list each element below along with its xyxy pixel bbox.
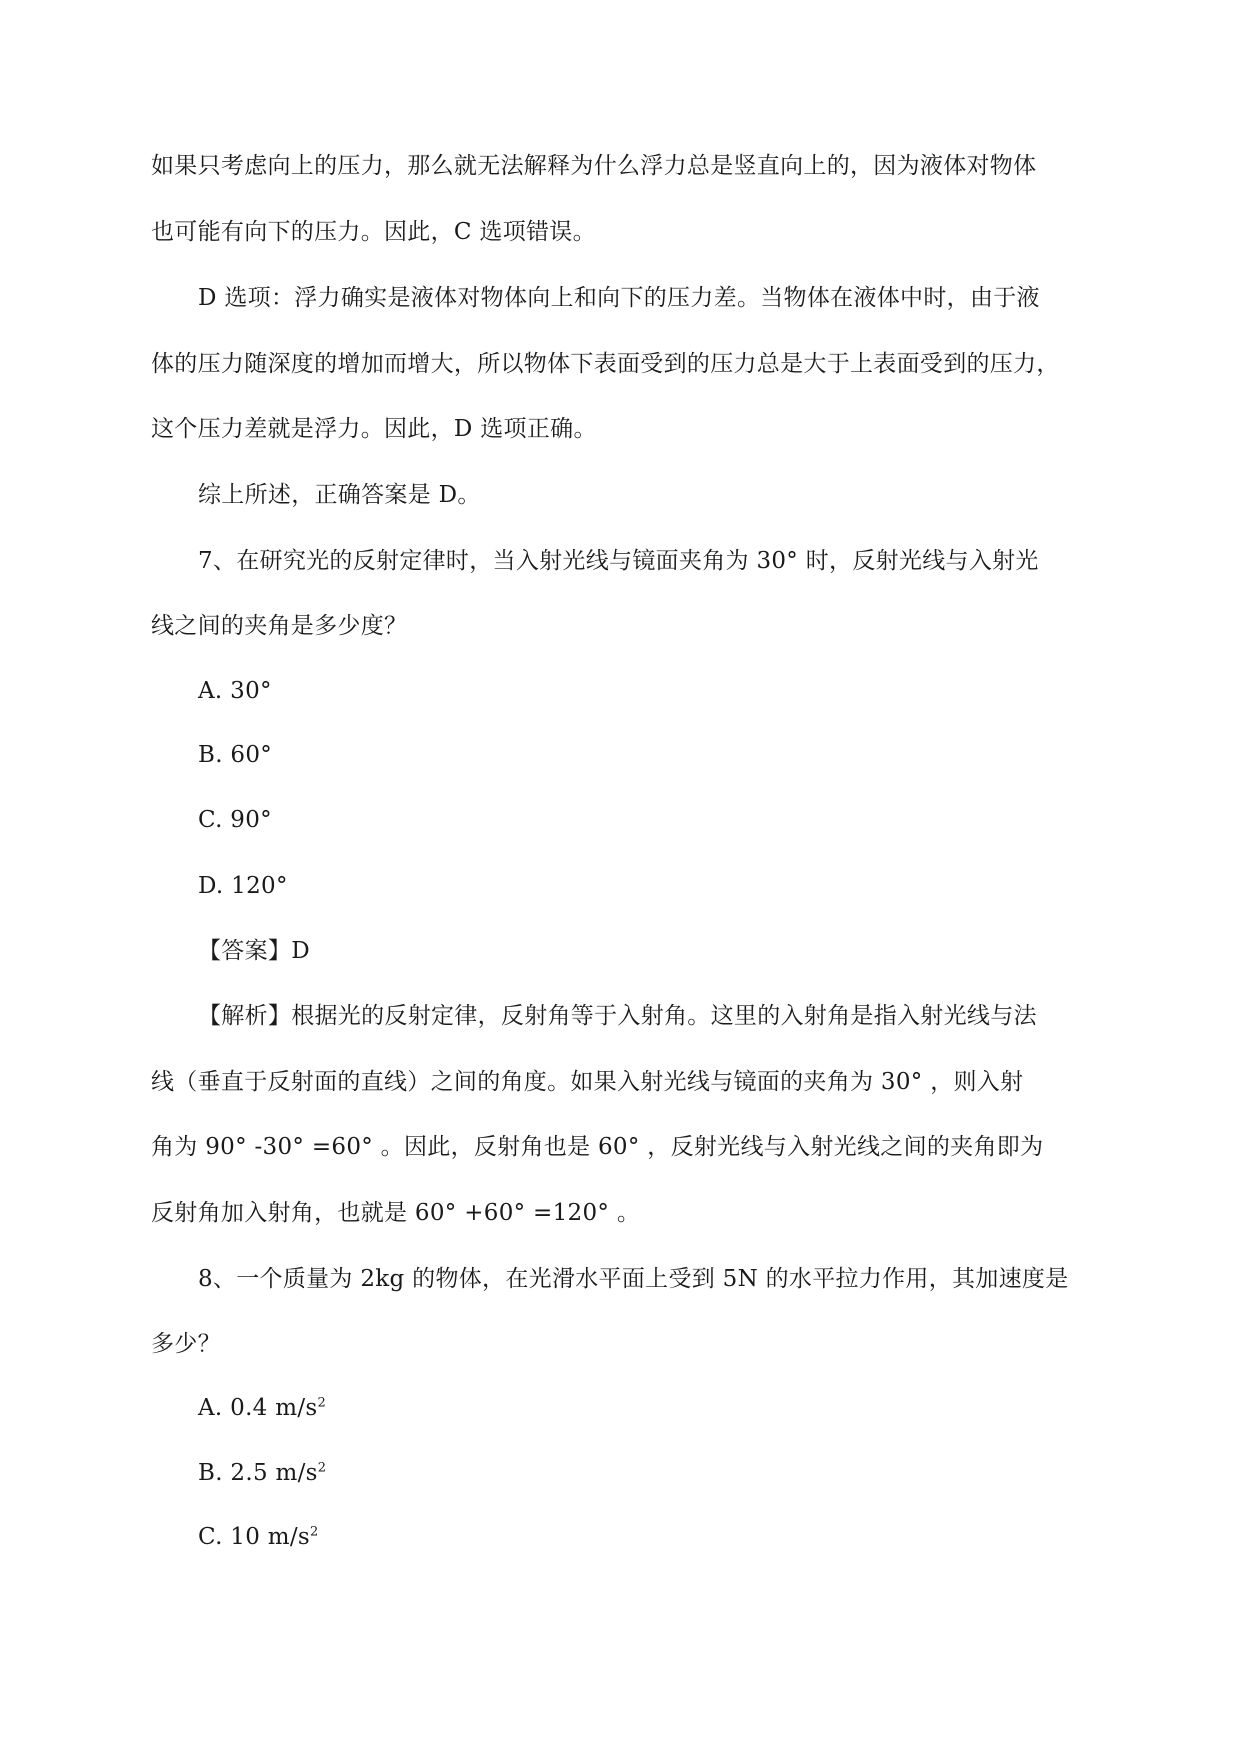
question-8-line-1: 8、一个质量为 2kg 的物体，在光滑水平面上受到 5N 的水平拉力作用，其加速度是 [198,1266,1069,1292]
paragraph-d-line-3: 这个压力差就是浮力。因此，D 选项正确。 [151,416,597,442]
question-7-option-c: C. 90° [198,807,272,833]
question-8-option-c-text: C. 10 m/s [198,1524,311,1550]
question-7-line-1: 7、在研究光的反射定律时，当入射光线与镜面夹角为 30° 时，反射光线与入射光 [198,548,1039,574]
question-7-explanation-line-4: 反射角加入射角，也就是 60° +60° =120° 。 [151,1200,641,1226]
paragraph-c-line-2: 也可能有向下的压力。因此，C 选项错误。 [151,219,596,245]
question-7-explanation-line-3: 角为 90° -30° =60° 。因此，反射角也是 60° ，反射光线与入射光线之间的夹角即为 [151,1134,1044,1160]
paragraph-d-line-2: 体的压力随深度的增加而增大，所以物体下表面受到的压力总是大于上表面受到的压力， [151,351,1060,377]
question-7-line-2: 线之间的夹角是多少度？ [151,613,408,639]
question-8-option-a-text: A. 0.4 m/s [198,1395,318,1421]
question-7-explanation-line-2: 线（垂直于反射面的直线）之间的角度。如果入射光线与镜面的夹角为 30° ，则入射 [151,1069,1024,1095]
question-7-option-a: A. 30° [198,678,272,704]
question-8-option-c-exponent: 2 [310,1524,319,1540]
paragraph-d-line-1: D 选项：浮力确实是液体对物体向上和向下的压力差。当物体在液体中时，由于液 [198,285,1040,311]
question-8-option-b [198,1458,326,1488]
question-8-line-2: 多少？ [151,1331,221,1357]
question-8-option-a-exponent: 2 [317,1395,327,1411]
question-7-explanation-line-1: 【解析】根据光的反射定律，反射角等于入射角。这里的入射角是指入射光线与法 [198,1003,1037,1029]
question-7-option-b: B. 60° [198,742,273,768]
paragraph-c-line-1: 如果只考虑向上的压力，那么就无法解释为什么浮力总是竖直向上的，因为液体对物体 [151,153,1037,179]
question-8-option-a [198,1393,326,1423]
summary-line: 综上所述，正确答案是 D。 [198,482,481,508]
question-8-option-c [198,1522,319,1552]
question-7-option-d: D. 120° [198,873,288,899]
question-8-option-b-text: B. 2.5 m/s [198,1460,318,1486]
question-8-option-b-exponent: 2 [317,1460,327,1476]
question-7-answer: 【答案】D [198,938,310,964]
